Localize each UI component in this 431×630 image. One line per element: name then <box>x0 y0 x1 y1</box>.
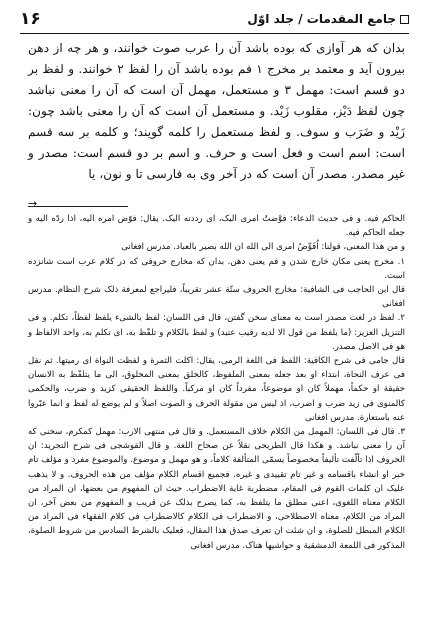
footnote-paragraph: ۲. لفظ در لغت مصدر است به معنای سخن گفتن، قال فی اللسان: لفظ بالشیء یلفظ لفظاً، تکلم. و فی التنزیل العزیز: (ما یلفظ من قول الا لدیه رقیب عتید) و لفظ بالکلام و تلفّظ به، ای تکلم به، واحد الالفاظ و هو فی الاصل مصدر. <box>28 313 405 352</box>
page-header <box>20 6 409 32</box>
header-rule <box>20 33 409 34</box>
running-head <box>247 12 409 26</box>
footnote-paragraph: ۳. قال فی اللسان: المهمل من الکلام خلاف المستعمل. و قال فی منتهی الارب: مهمل کمکرم، سخنی که آن را معنی نباشد. و هکذا قال الطریحی نقلاً عن صحاح اللغة. و قال القوشجی فی شرح التجرید: ان الحروف اذا تألّفت تألیفاً مخصوصاً یسمّی المتألفة کلاماً، و هو مهمل و موضوع. والموضوع مفرد و مؤلف تام خبر او انشاء باقسامه و غیر تام تقییدی و غیره. فجمیع اقسام الکلام مؤلف من هذه الحروف. و لا یذهب علیک ان کلمات القوم فی المقام، مضطربة غایة الاضطراب. حیث ان المفهوم من بعضها، ان المراد من الکلام معناه اللغوی، اعنی مطلق ما یتلفظ به، کما یصرح بذلک عن قریب و المفهوم من بعض آخر، ان المراد من الکلام، معناه الاصطلاحی، و الاضطراب فی الکلام کالاضطراب فی کلام الفقهاء فی المراد من الکلام المبطل للصلوة، و ان شئت ان تعرف صدق هذا المقال، فعلیک بالشرط السادس من شروط الصلوة، المذکور فی اللمعة الدمشقیة و حواشیها هناک. مدرس افغانی <box>28 427 405 551</box>
main-text <box>28 38 405 185</box>
footnote-paragraph: ۱. مخرج یعنی مکان خارج شدن و فم یعنی دهن. بدان که مخارج حروفی که در کلام عرب است شانزده است. <box>28 256 405 281</box>
main-paragraph: بدان که هر آوازی که بوده باشد آن را عرب صوت خوانند، و هر چه از دهن بیرون آید و معتمد بر مخرج ۱ فم بوده باشد آن را لفظ ۲ خوانند. و لفظ بر دو قسم است: مهمل ۳ و مستعمل، مهمل آن است که آن را معنی نباشد چون لفظ دَیْز، مقلوب زَیْد. و مستعمل آن است که آن را معنی باشد چون: زَیْد و ضَرَب و سوف. و لفظ مستعمل را کلمه گویند؛ و کلمه بر سه قسم است: اسم است و فعل است و حرف. و اسم بر دو قسم است: مصدر و غیر مصدر. مصدر آن است که در آخر وی به فارسی تا و نون، یا <box>28 41 405 181</box>
footnote-paragraph: قال ابن الحاجب فی الشافیة: مخارج الحروف ستّة عشر تقریباً، فلیراجع لمعرفة ذلک شرح النظام. مدرس افغانی <box>28 285 405 310</box>
continuation-arrow: → <box>28 197 38 210</box>
page-number: ۱۶ <box>20 9 41 29</box>
running-title: جامع المقدمات / جلد اوّل <box>247 12 396 26</box>
footnote-paragraph: و من هذا المعنی، قولنا: اُفَوِّضُ امری الی الله ان الله بصیر بالعباد. مدرس افغانی <box>121 242 405 253</box>
footnote-paragraph: الحاکم فیه. و فی حدیث الدعاء: فوَّضتُ امری الیک، ای رددته الیک. یقال: فوّض امره الیه، اذا ردّه الیه و جعله الحاکم فیه. <box>28 214 405 239</box>
footnote-paragraph: قال جامی فی شرح الکافیة: اللفظ فی اللغة الرمی، یقال: اکلت الثمرة و لفظت النواة ای رمیتها. ثم نقل فی عرف النحاة، ابتداء او بعد جعله بمعنی الملفوظ، کالخلق بمعنی المخلوق، الی ما یتلفّظ به الانسان حقیقة او حکماً، مهملاً کان او موضوعاً، مفرداً کان او مرکباً. واللفظ الحقیقی کزید و ضرب، والحکمی کالمنوی فی زید ضرب و اضرب، اذ لیس من مقولة الحرف و الصوت اصلاً و لم یوضع له لفظ و انما عبّروا عنه باستعارة. مدرس افغانی <box>28 356 405 423</box>
square-bullet-icon <box>400 15 409 24</box>
footnotes <box>28 212 405 553</box>
footnote-separator <box>28 206 128 207</box>
